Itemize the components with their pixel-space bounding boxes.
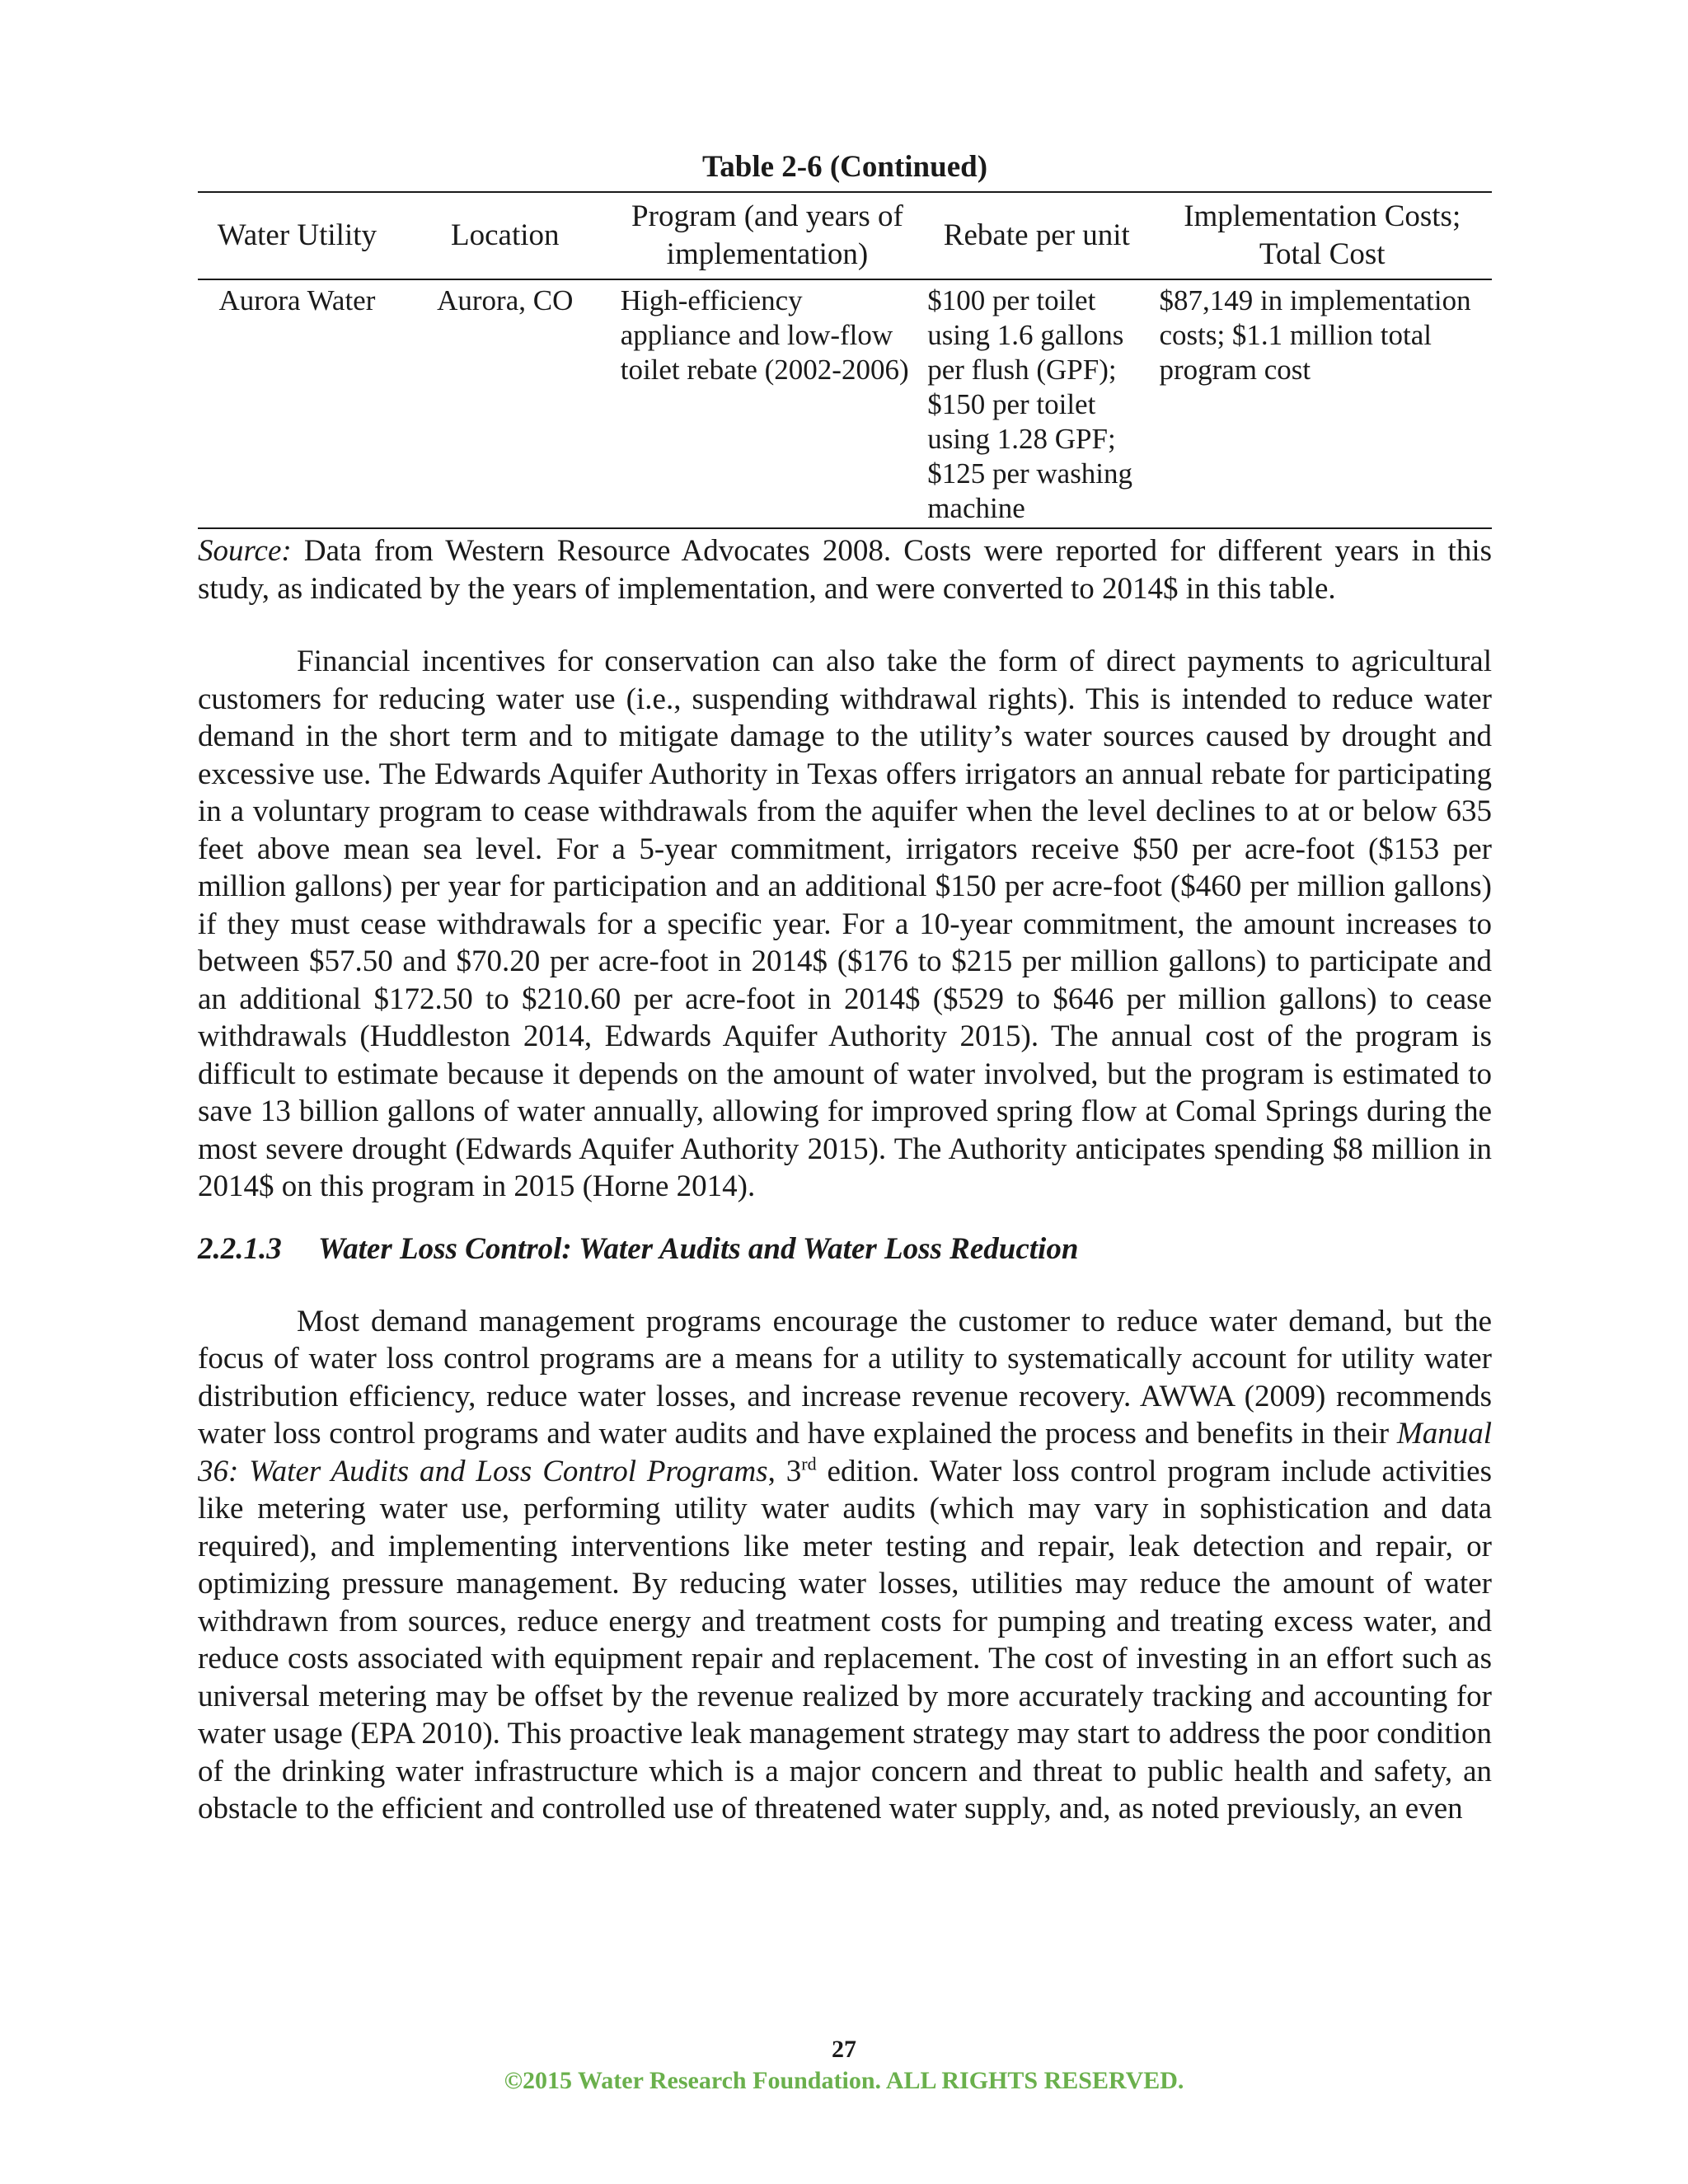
cell-program: High-efficiency appliance and low-flow toilet rebate (2002-2006) [614,279,921,528]
para2-part2: , 3 [767,1454,802,1488]
manual-title: Manual 36: Water Audits and Loss Control Programs [198,1417,1492,1488]
document-page [198,148,1492,1828]
body-paragraph-incentives: Financial incentives for conservation can also take the form of direct payments to agricultural customers for reducing water use (i.e., suspending withdrawal rights). This is intended to reduce water demand in the short term and to mitigate damage to the utility’s water sources caused by drought and excessive use. The Edwards Aquifer Authority in Texas offers irrigators an annual rebate for participating in a voluntary program to cease withdrawals from the aquifer when the level declines to at or below 635 feet above mean sea level. For a 5-year commitment, irrigators receive $50 per acre-foot ($153 per million gallons) per year for participation and an additional $150 per acre-foot ($460 per million gallons) if they must cease withdrawals for a specific year. For a 10-year commitment, the amount increases to between $57.50 and $70.20 per acre-foot in 2014$ ($176 to $215 per million gallons) to participate and an additional $172.50 to $210.60 per acre-foot in 2014$ ($529 to $646 per million gallons) to cease withdrawals (Huddleston 2014, Edwards Aquifer Authority 2015). The annual cost of the program is difficult to estimate because it depends on the amount of water involved, but the program is estimated to save 13 billion gallons of water annually, allowing for improved spring flow at Comal Springs during the most severe drought (Edwards Aquifer Authority 2015). The Authority anticipates spending $8 million in 2014$ on this program in 2015 (Horne 2014). [198,644,1492,1203]
table-source-note [198,532,1492,608]
header-rebate: Rebate per unit [921,192,1152,279]
para2-part3: edition. Water loss control program include activities like metering water use, performing utility water audits (which may vary in sophistication and data required), and implementing interventions like meter testing and repair, leak detection and repair, or optimizing pressure management. By reducing water losses, utilities may reduce the amount of water withdrawn from sources, reduce energy and treatment costs for pumping and treating excess water, and reduce costs associated with equipment repair and replacement. The cost of investing in an effort such as universal metering may be offset by the revenue realized by more accurately tracking and accounting for water usage (EPA 2010). This proactive leak management strategy may start to address the poor condition of the drinking water infrastructure which is a major concern and threat to public health and safety, an obstacle to the efficient and controlled use of threatened water supply, and, as noted previously, an even [198,1454,1493,1825]
para2-part1: Most demand management programs encourage the customer to reduce water demand, but the focus of water loss control programs are a means for a utility to systematically account for utility water distribution efficiency, reduce water losses, and increase revenue recovery. AWWA (2009) recommends water loss control programs and water audits and have explained the process and benefits in their [198,1304,1492,1451]
body-paragraph-water-loss [198,1303,1492,1828]
section-heading [198,1230,1492,1268]
rebate-table [198,191,1492,529]
page-number: 27 [832,2036,856,2063]
table-header-row [198,192,1492,279]
source-text: Data from Western Resource Advocates 2008. Costs were reported for different years in this study, as indicated by the years of implementation, and were converted to 2014$ in this table. [198,534,1492,606]
table-row [198,279,1492,528]
header-program: Program (and years of implementation) [614,192,921,279]
section-title: Water Loss Control: Water Audits and Water Loss Reduction [318,1231,1079,1266]
source-label: Source: [198,534,292,568]
cell-rebate: $100 per toilet using 1.6 gallons per flush (GPF); $150 per toilet using 1.28 GPF; $125 per washing machine [921,279,1152,528]
cell-location: Aurora, CO [396,279,614,528]
table-title: Table 2-6 (Continued) [701,150,988,184]
cell-utility: Aurora Water [198,279,396,528]
edition-superscript: rd [801,1453,817,1474]
copyright-notice: ©2015 Water Research Foundation. ALL RIGHTS RESERVED. [504,2067,1184,2094]
header-costs: Implementation Costs; Total Cost [1152,192,1492,279]
header-water-utility: Water Utility [198,192,396,279]
cell-cost: $87,149 in implementation costs; $1.1 million total program cost [1152,279,1492,528]
section-number: 2.2.1.3 [198,1231,282,1266]
header-location: Location [396,192,614,279]
